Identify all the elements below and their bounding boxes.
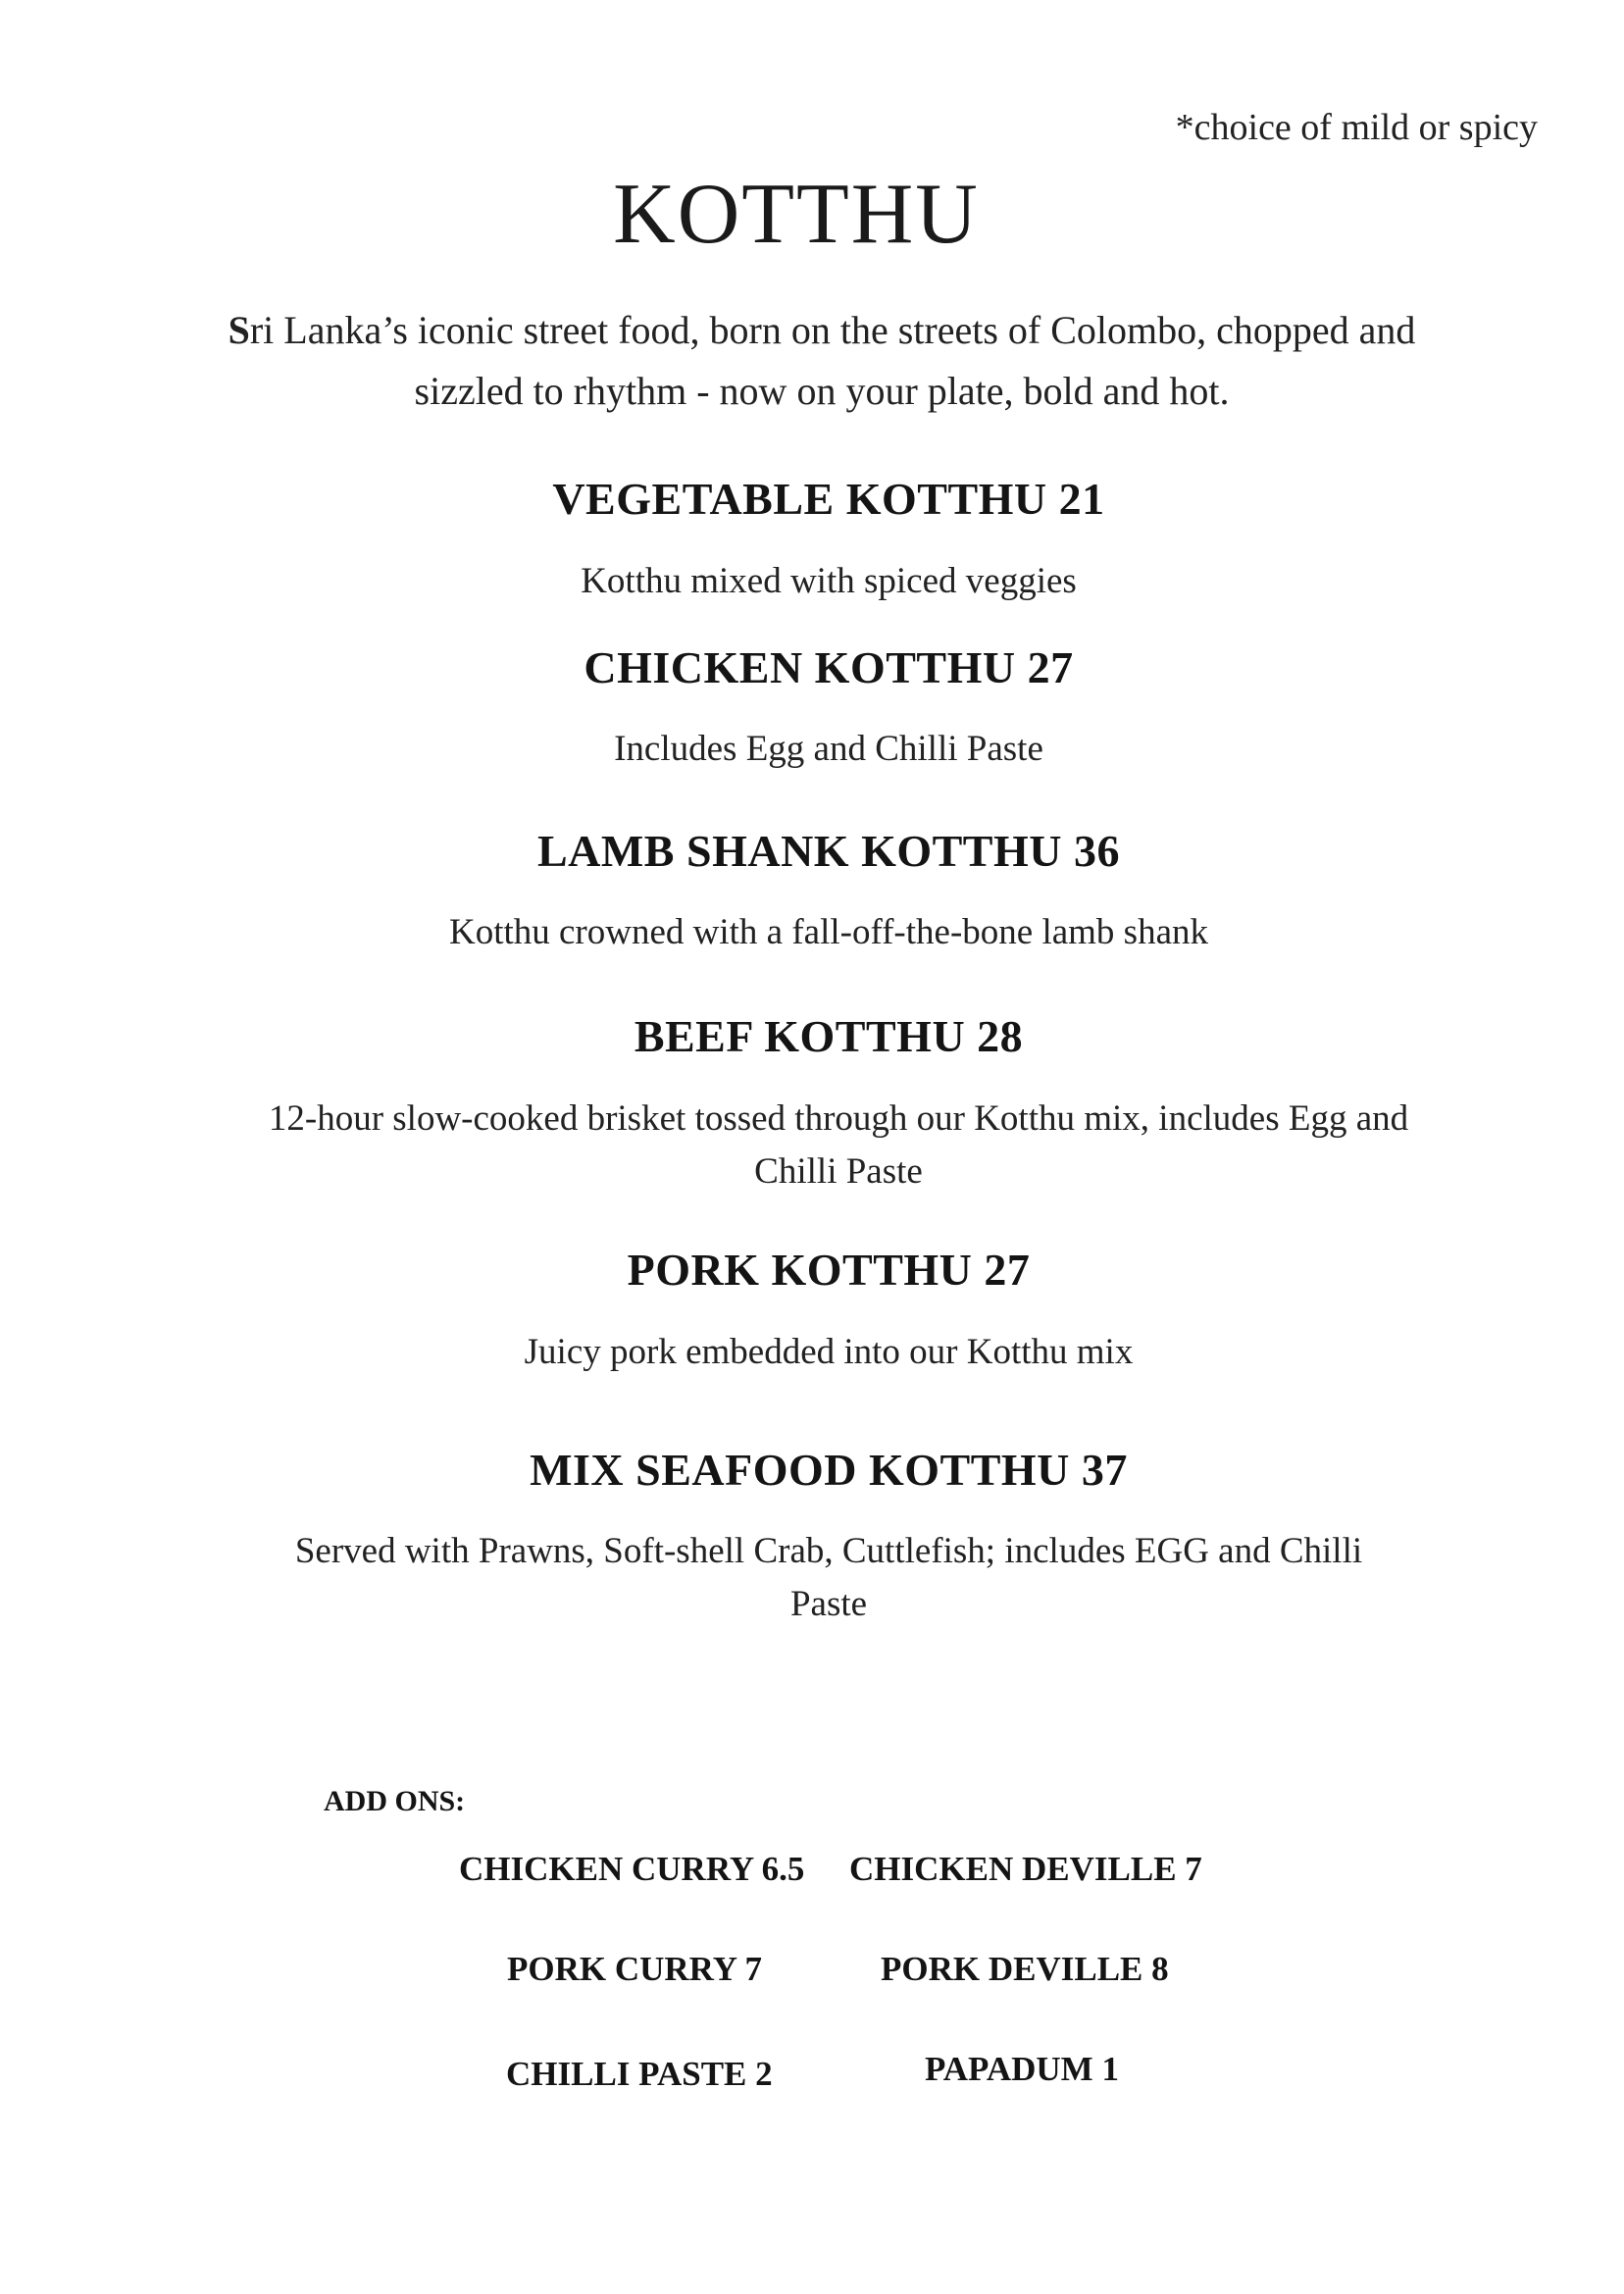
menu-item-description: 12-hour slow-cooked brisket tossed through our Kotthu mix, includes Egg and Chilli Paste — [268, 1098, 1409, 1192]
menu-item-name: PORK KOTTHU 27 — [627, 1245, 1031, 1295]
spice-note: *choice of mild or spicy — [1175, 107, 1538, 148]
intro-paragraph — [226, 300, 1418, 422]
menu-item-name: MIX SEAFOOD KOTTHU 37 — [530, 1445, 1128, 1495]
intro-text: ri Lanka’s iconic street food, born on the streets of Colombo, chopped and sizzled to rhythm - now on your plate, bold and hot. — [249, 308, 1416, 413]
menu-item-description: Kotthu mixed with spiced veggies — [581, 561, 1077, 601]
menu-item-name: BEEF KOTTHU 28 — [634, 1011, 1024, 1061]
menu-item-description: Served with Prawns, Soft-shell Crab, Cuttlefish; includes EGG and Chilli Paste — [294, 1531, 1363, 1624]
addon-item: CHICKEN DEVILLE 7 — [849, 1850, 1202, 1888]
menu-item-name: VEGETABLE KOTTHU 21 — [552, 474, 1105, 524]
menu-item-name: CHICKEN KOTTHU 27 — [584, 642, 1074, 692]
menu-item-description: Kotthu crowned with a fall-off-the-bone lamb shank — [448, 912, 1209, 952]
menu-item-name: LAMB SHANK KOTTHU 36 — [536, 826, 1120, 876]
addon-item: CHICKEN CURRY 6.5 — [459, 1850, 805, 1888]
addon-item: PORK DEVILLE 8 — [881, 1950, 1169, 1988]
menu-item-description: Includes Egg and Chilli Paste — [614, 729, 1043, 769]
addon-item: PAPADUM 1 — [925, 2050, 1119, 2088]
menu-item-description: Juicy pork embedded into our Kotthu mix — [524, 1332, 1134, 1372]
addon-item: CHILLI PASTE 2 — [506, 2055, 773, 2093]
intro-lead-letter: S — [228, 308, 250, 352]
page-title: KOTTHU — [613, 167, 980, 262]
addons-heading: ADD ONS: — [324, 1785, 466, 1817]
addon-item: PORK CURRY 7 — [507, 1950, 762, 1988]
